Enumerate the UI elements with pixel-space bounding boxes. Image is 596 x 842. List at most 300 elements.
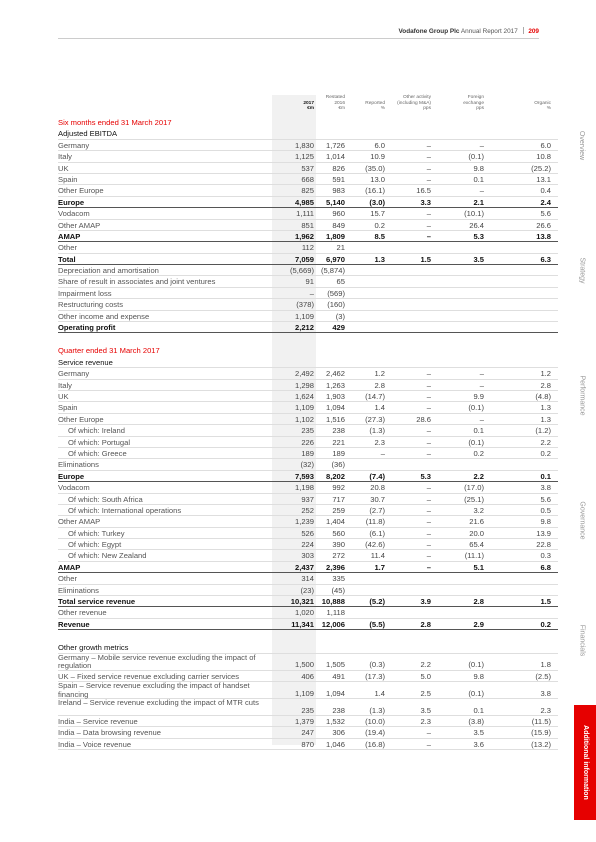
cell-value: 13.9 bbox=[536, 528, 551, 538]
cell-value: 1,239 bbox=[294, 517, 314, 527]
cell-value: (1.3) bbox=[369, 426, 385, 436]
cell-value: (1.2) bbox=[535, 426, 551, 436]
side-tab-label: Financials bbox=[578, 624, 586, 656]
cell-value: 870 bbox=[301, 739, 314, 749]
row-label: Ireland – Service revenue excluding the impact of MTR cuts bbox=[58, 698, 259, 708]
cell-value: 1,094 bbox=[325, 688, 345, 698]
column-header-line: Foreign bbox=[467, 95, 484, 100]
cell-value: 526 bbox=[301, 528, 314, 538]
row-label: Share of result in associates and joint ventures bbox=[58, 277, 216, 287]
report-name: Annual Report 2017 bbox=[460, 28, 518, 35]
cell-value: 2,212 bbox=[294, 323, 314, 333]
cell-value: 1.8 bbox=[540, 660, 551, 670]
column-header-line: pps bbox=[476, 106, 484, 112]
cell-value: 1,198 bbox=[294, 483, 314, 493]
cell-value: (0.1) bbox=[468, 688, 484, 698]
cell-value: 1.2 bbox=[540, 369, 551, 379]
table-row bbox=[58, 402, 558, 413]
cell-value: (11.5) bbox=[531, 716, 551, 726]
cell-value: – bbox=[479, 186, 484, 196]
subsection-heading bbox=[58, 642, 558, 653]
cell-value: 1,903 bbox=[325, 391, 345, 401]
cell-value: 8.5 bbox=[374, 231, 385, 241]
cell-value: (7.4) bbox=[369, 471, 385, 481]
subsection-heading bbox=[58, 357, 558, 368]
row-label: Adjusted EBITDA bbox=[58, 129, 118, 139]
table-row bbox=[58, 174, 558, 185]
row-label: Total bbox=[58, 254, 76, 264]
cell-value: 9.8 bbox=[473, 671, 484, 681]
table-row bbox=[58, 288, 558, 299]
row-label: AMAP bbox=[58, 562, 81, 572]
cell-value: – bbox=[426, 728, 431, 738]
cell-value: 1,505 bbox=[325, 660, 345, 670]
table-row bbox=[58, 494, 558, 505]
cell-value: 3.5 bbox=[420, 705, 431, 715]
row-label: Other AMAP bbox=[58, 220, 101, 230]
cell-value: 3.8 bbox=[540, 688, 551, 698]
column-header-line: % bbox=[380, 106, 385, 112]
table-row bbox=[58, 716, 558, 727]
cell-value: 3.3 bbox=[420, 197, 431, 207]
cell-value: – bbox=[426, 209, 431, 219]
cell-value: 22.8 bbox=[536, 540, 551, 550]
cell-value: (3.8) bbox=[468, 716, 484, 726]
cell-value: – bbox=[426, 540, 431, 550]
company-name: Vodafone Group Plc bbox=[398, 28, 460, 35]
cell-value: (36) bbox=[331, 460, 345, 470]
table-row bbox=[58, 459, 558, 470]
cell-value: 849 bbox=[332, 220, 345, 230]
cell-value: (27.3) bbox=[365, 414, 385, 424]
page-number: 209 bbox=[528, 28, 539, 35]
row-label: Of which: South Africa bbox=[68, 494, 143, 504]
column-header bbox=[389, 95, 431, 112]
table-row bbox=[58, 739, 558, 750]
cell-value: 851 bbox=[301, 220, 314, 230]
cell-value: 2.2 bbox=[420, 660, 431, 670]
cell-value: (5,669) bbox=[289, 266, 314, 276]
row-label: Other bbox=[58, 574, 77, 584]
cell-value: 11,341 bbox=[291, 619, 314, 629]
column-header-line: pps bbox=[423, 106, 431, 112]
table-row bbox=[58, 654, 558, 671]
row-label: Vodacom bbox=[58, 483, 90, 493]
cell-value: – bbox=[426, 391, 431, 401]
side-tab[interactable] bbox=[574, 595, 590, 685]
row-label: Other revenue bbox=[58, 608, 107, 618]
column-header-line: % bbox=[546, 106, 551, 112]
cell-value: 3.2 bbox=[473, 505, 484, 515]
cell-value: (35.0) bbox=[365, 163, 385, 173]
cell-value: 238 bbox=[332, 426, 345, 436]
row-label: Depreciation and amortisation bbox=[58, 266, 159, 276]
cell-value: 21.6 bbox=[469, 517, 484, 527]
column-header bbox=[442, 95, 484, 112]
cell-value: – bbox=[426, 483, 431, 493]
cell-value: – bbox=[426, 426, 431, 436]
table-row bbox=[58, 471, 558, 482]
row-label: Revenue bbox=[58, 619, 90, 629]
cell-value: – bbox=[426, 739, 431, 749]
column-header-line: Organic bbox=[534, 100, 551, 106]
side-tab[interactable] bbox=[574, 100, 590, 190]
column-header-line: Restated bbox=[325, 95, 345, 100]
cell-value: (32) bbox=[300, 460, 314, 470]
cell-value: 1,094 bbox=[325, 403, 345, 413]
cell-value: (160) bbox=[327, 300, 345, 310]
cell-value: (10.1) bbox=[464, 209, 484, 219]
row-label: Germany bbox=[58, 140, 90, 150]
cell-value: (13.2) bbox=[531, 739, 551, 749]
cell-value: – bbox=[426, 528, 431, 538]
row-label: Spain bbox=[58, 403, 78, 413]
cell-value: 303 bbox=[301, 551, 314, 561]
column-headers bbox=[58, 95, 558, 117]
cell-value: 2,462 bbox=[325, 369, 345, 379]
cell-value: 0.3 bbox=[540, 551, 551, 561]
cell-value: (17.3) bbox=[365, 671, 385, 681]
cell-value: 0.4 bbox=[540, 186, 551, 196]
section-tabs bbox=[556, 0, 596, 842]
table-row bbox=[58, 630, 558, 642]
row-label: Italy bbox=[58, 152, 72, 162]
header-rule bbox=[58, 38, 539, 39]
cell-value: 189 bbox=[301, 448, 314, 458]
cell-value: 2,437 bbox=[294, 562, 314, 572]
cell-value: 1,624 bbox=[294, 391, 314, 401]
cell-value: – bbox=[426, 437, 431, 447]
cell-value: 10.8 bbox=[536, 152, 551, 162]
cell-value: 1.3 bbox=[374, 254, 385, 264]
column-header-line: €m bbox=[307, 106, 314, 112]
row-label: Impairment loss bbox=[58, 288, 112, 298]
row-label: Of which: Ireland bbox=[68, 426, 125, 436]
cell-value: – bbox=[380, 448, 385, 458]
cell-value: (25.1) bbox=[464, 494, 484, 504]
cell-value: 221 bbox=[332, 437, 345, 447]
side-tab-label: Performance bbox=[578, 374, 586, 416]
cell-value: 0.1 bbox=[473, 705, 484, 715]
row-label: Of which: New Zealand bbox=[68, 551, 147, 561]
cell-value: – bbox=[426, 517, 431, 527]
cell-value: 8,202 bbox=[325, 471, 345, 481]
cell-value: (6.1) bbox=[369, 528, 385, 538]
cell-value: 272 bbox=[332, 551, 345, 561]
cell-value: 2.4 bbox=[540, 197, 551, 207]
cell-value: 12,006 bbox=[321, 619, 345, 629]
row-label: Total service revenue bbox=[58, 597, 136, 607]
row-label: Of which: Portugal bbox=[68, 437, 131, 447]
cell-value: 1,109 bbox=[294, 688, 314, 698]
cell-value: – bbox=[426, 369, 431, 379]
cell-value: 6.0 bbox=[540, 140, 551, 150]
cell-value: 591 bbox=[332, 174, 345, 184]
cell-value: 1,125 bbox=[294, 152, 314, 162]
cell-value: – bbox=[426, 494, 431, 504]
table-row bbox=[58, 197, 558, 208]
cell-value: (5,874) bbox=[320, 266, 345, 276]
side-tab[interactable] bbox=[574, 225, 590, 315]
cell-value: 6.3 bbox=[540, 254, 551, 264]
cell-value: 2.2 bbox=[540, 437, 551, 447]
cell-value: 1,109 bbox=[294, 311, 314, 321]
table-row bbox=[58, 333, 558, 345]
cell-value: 20.8 bbox=[370, 483, 385, 493]
row-label: Other bbox=[58, 243, 77, 253]
row-label: Europe bbox=[58, 471, 85, 481]
side-tab[interactable] bbox=[574, 345, 590, 445]
cell-value: (1.3) bbox=[369, 705, 385, 715]
row-label: Quarter ended 31 March 2017 bbox=[58, 346, 160, 356]
row-label: Germany bbox=[58, 369, 90, 379]
cell-value: 937 bbox=[301, 494, 314, 504]
cell-value: (2.5) bbox=[535, 671, 551, 681]
column-header-line: 2017 bbox=[303, 100, 314, 106]
cell-value: 2.8 bbox=[540, 380, 551, 390]
cell-value: 2.9 bbox=[473, 619, 484, 629]
table-row bbox=[58, 163, 558, 174]
row-label: Of which: Turkey bbox=[68, 528, 125, 538]
cell-value: (11.8) bbox=[365, 517, 385, 527]
cell-value: – bbox=[426, 403, 431, 413]
cell-value: 717 bbox=[332, 494, 345, 504]
cell-value: 1.3 bbox=[540, 414, 551, 424]
column-header-line: €m bbox=[338, 106, 345, 112]
cell-value: 10,888 bbox=[321, 597, 345, 607]
row-label: Spain bbox=[58, 174, 78, 184]
row-label: Other AMAP bbox=[58, 517, 101, 527]
cell-value: 960 bbox=[332, 209, 345, 219]
cell-value: 3.6 bbox=[473, 739, 484, 749]
cell-value: 1,263 bbox=[325, 380, 345, 390]
cell-value: 1,298 bbox=[294, 380, 314, 390]
cell-value: 1.3 bbox=[540, 403, 551, 413]
cell-value: 5.3 bbox=[420, 471, 431, 481]
cell-value: 7,059 bbox=[294, 254, 314, 264]
page-header bbox=[399, 27, 539, 35]
row-label: Germany – Mobile service revenue excluding the impact of regulation bbox=[58, 653, 256, 671]
cell-value: – bbox=[479, 380, 484, 390]
side-tab-label: Governance bbox=[578, 500, 586, 540]
cell-value: (378) bbox=[296, 300, 314, 310]
cell-value: (0.1) bbox=[468, 152, 484, 162]
cell-value: 16.5 bbox=[416, 186, 431, 196]
cell-value: 15.7 bbox=[370, 209, 385, 219]
cell-value: (42.6) bbox=[365, 540, 385, 550]
table-row bbox=[58, 231, 558, 242]
cell-value: 4,985 bbox=[294, 197, 314, 207]
cell-value: 13.1 bbox=[536, 174, 551, 184]
row-label: Italy bbox=[58, 380, 72, 390]
cell-value: 0.5 bbox=[540, 505, 551, 515]
cell-value: 1,532 bbox=[325, 716, 345, 726]
table-row bbox=[58, 185, 558, 196]
cell-value: 2.1 bbox=[473, 197, 484, 207]
table-row bbox=[58, 607, 558, 618]
row-label: Spain – Service revenue excluding the impact of handset financing bbox=[58, 681, 250, 699]
cell-value: 2.3 bbox=[374, 437, 385, 447]
cell-value: 2.8 bbox=[374, 380, 385, 390]
cell-value: (25.2) bbox=[531, 163, 551, 173]
cell-value: 3.5 bbox=[473, 254, 484, 264]
cell-value: 26.4 bbox=[469, 220, 484, 230]
cell-value: 1,962 bbox=[294, 231, 314, 241]
table-row bbox=[58, 505, 558, 516]
table-row bbox=[58, 368, 558, 379]
table-row bbox=[58, 573, 558, 584]
row-label: Eliminations bbox=[58, 585, 99, 595]
cell-value: 9.8 bbox=[473, 163, 484, 173]
cell-value: 335 bbox=[332, 574, 345, 584]
cell-value: 247 bbox=[301, 728, 314, 738]
cell-value: 306 bbox=[332, 728, 345, 738]
row-label: AMAP bbox=[58, 231, 81, 241]
cell-value: 0.2 bbox=[540, 619, 551, 629]
cell-value: 26.6 bbox=[536, 220, 551, 230]
cell-value: (19.4) bbox=[365, 728, 385, 738]
cell-value: – bbox=[479, 414, 484, 424]
cell-value: 2.2 bbox=[473, 471, 484, 481]
cell-value: 2.3 bbox=[420, 716, 431, 726]
cell-value: – bbox=[426, 220, 431, 230]
header-divider bbox=[523, 27, 524, 34]
row-label: Eliminations bbox=[58, 460, 99, 470]
cell-value: 1.5 bbox=[420, 254, 431, 264]
table-row bbox=[58, 276, 558, 287]
cell-value: 0.1 bbox=[540, 471, 551, 481]
cell-value: 1.7 bbox=[374, 562, 385, 572]
cell-value: 1,500 bbox=[294, 660, 314, 670]
cell-value: 13.8 bbox=[536, 231, 551, 241]
cell-value: 224 bbox=[301, 540, 314, 550]
side-tab[interactable] bbox=[574, 705, 596, 820]
subsection-heading bbox=[58, 128, 558, 139]
cell-value: 1.2 bbox=[374, 369, 385, 379]
cell-value: 1,809 bbox=[325, 231, 345, 241]
cell-value: 5.6 bbox=[540, 209, 551, 219]
cell-value: – bbox=[426, 174, 431, 184]
cell-value: 3.9 bbox=[420, 597, 431, 607]
cell-value: (5.2) bbox=[369, 597, 385, 607]
cell-value: 1,020 bbox=[294, 608, 314, 618]
column-header-line: Reported bbox=[365, 100, 385, 106]
table-row bbox=[58, 539, 558, 550]
row-label: Other income and expense bbox=[58, 311, 150, 321]
cell-value: 11.4 bbox=[370, 551, 385, 561]
cell-value: 20.0 bbox=[469, 528, 484, 538]
column-header-line: exchange bbox=[463, 100, 484, 106]
column-header bbox=[343, 95, 385, 112]
cell-value: 30.7 bbox=[370, 494, 385, 504]
cell-value: 2.5 bbox=[420, 688, 431, 698]
row-label: Vodacom bbox=[58, 209, 90, 219]
cell-value: 1.5 bbox=[540, 597, 551, 607]
column-header-line: Other activity bbox=[403, 95, 431, 100]
cell-value: 13.0 bbox=[370, 174, 385, 184]
cell-value: – bbox=[426, 551, 431, 561]
row-label: Six months ended 31 March 2017 bbox=[58, 118, 172, 127]
cell-value: (3.0) bbox=[369, 197, 385, 207]
cell-value: (16.1) bbox=[365, 186, 385, 196]
cell-value: 3.5 bbox=[473, 728, 484, 738]
row-label: Europe bbox=[58, 197, 85, 207]
row-label: India – Data browsing revenue bbox=[58, 728, 162, 738]
cell-value: 537 bbox=[301, 163, 314, 173]
cell-value: 983 bbox=[332, 186, 345, 196]
table-row bbox=[58, 254, 558, 265]
column-header bbox=[509, 95, 551, 112]
cell-value: 235 bbox=[301, 705, 314, 715]
cell-value: (569) bbox=[327, 288, 345, 298]
cell-value: 7,593 bbox=[294, 471, 314, 481]
cell-value: 825 bbox=[301, 186, 314, 196]
cell-value: 5.3 bbox=[473, 231, 484, 241]
table-row bbox=[58, 596, 558, 607]
table-row bbox=[58, 425, 558, 436]
table-row bbox=[58, 311, 558, 322]
cell-value: 1.4 bbox=[374, 403, 385, 413]
cell-value: 226 bbox=[301, 437, 314, 447]
cell-value: (5.5) bbox=[369, 619, 385, 629]
table-row bbox=[58, 448, 558, 459]
cell-value: 10.9 bbox=[370, 152, 385, 162]
row-label: Restructuring costs bbox=[58, 300, 123, 310]
cell-value: 1,111 bbox=[296, 209, 314, 219]
table-row bbox=[58, 265, 558, 276]
cell-value: (3) bbox=[335, 311, 345, 321]
cell-value: 314 bbox=[301, 574, 314, 584]
table-row bbox=[58, 682, 558, 699]
cell-value: 2.3 bbox=[540, 705, 551, 715]
cell-value: (4.8) bbox=[535, 391, 551, 401]
cell-value: – bbox=[309, 288, 314, 298]
cell-value: (16.8) bbox=[365, 739, 385, 749]
cell-value: 1,118 bbox=[326, 608, 345, 618]
table-row bbox=[58, 528, 558, 539]
cell-value: 390 bbox=[332, 540, 345, 550]
growth-table bbox=[58, 117, 558, 750]
cell-value: 1,516 bbox=[325, 414, 345, 424]
cell-value: 2,492 bbox=[294, 369, 314, 379]
cell-value: (17.0) bbox=[464, 483, 484, 493]
side-tab[interactable] bbox=[574, 470, 590, 570]
cell-value: 235 bbox=[301, 426, 314, 436]
cell-value: 560 bbox=[332, 528, 345, 538]
section-heading bbox=[58, 345, 558, 356]
cell-value: 6.8 bbox=[540, 562, 551, 572]
cell-value: – bbox=[426, 163, 431, 173]
cell-value: (0.1) bbox=[468, 403, 484, 413]
cell-value: 259 bbox=[332, 505, 345, 515]
cell-value: 1,726 bbox=[325, 140, 345, 150]
cell-value: 65 bbox=[336, 277, 345, 287]
cell-value: 238 bbox=[332, 705, 345, 715]
cell-value: – bbox=[426, 152, 431, 162]
cell-value: 1,102 bbox=[294, 414, 314, 424]
cell-value: (14.7) bbox=[365, 391, 385, 401]
column-header-line: 2016 bbox=[334, 100, 345, 106]
row-label: Of which: Greece bbox=[68, 448, 127, 458]
cell-value: (0.3) bbox=[369, 660, 385, 670]
table-row bbox=[58, 437, 558, 448]
cell-value: – bbox=[479, 140, 484, 150]
table-row bbox=[58, 414, 558, 425]
cell-value: – bbox=[426, 505, 431, 515]
table-row bbox=[58, 140, 558, 151]
cell-value: 2.8 bbox=[420, 619, 431, 629]
row-label: India – Service revenue bbox=[58, 716, 138, 726]
